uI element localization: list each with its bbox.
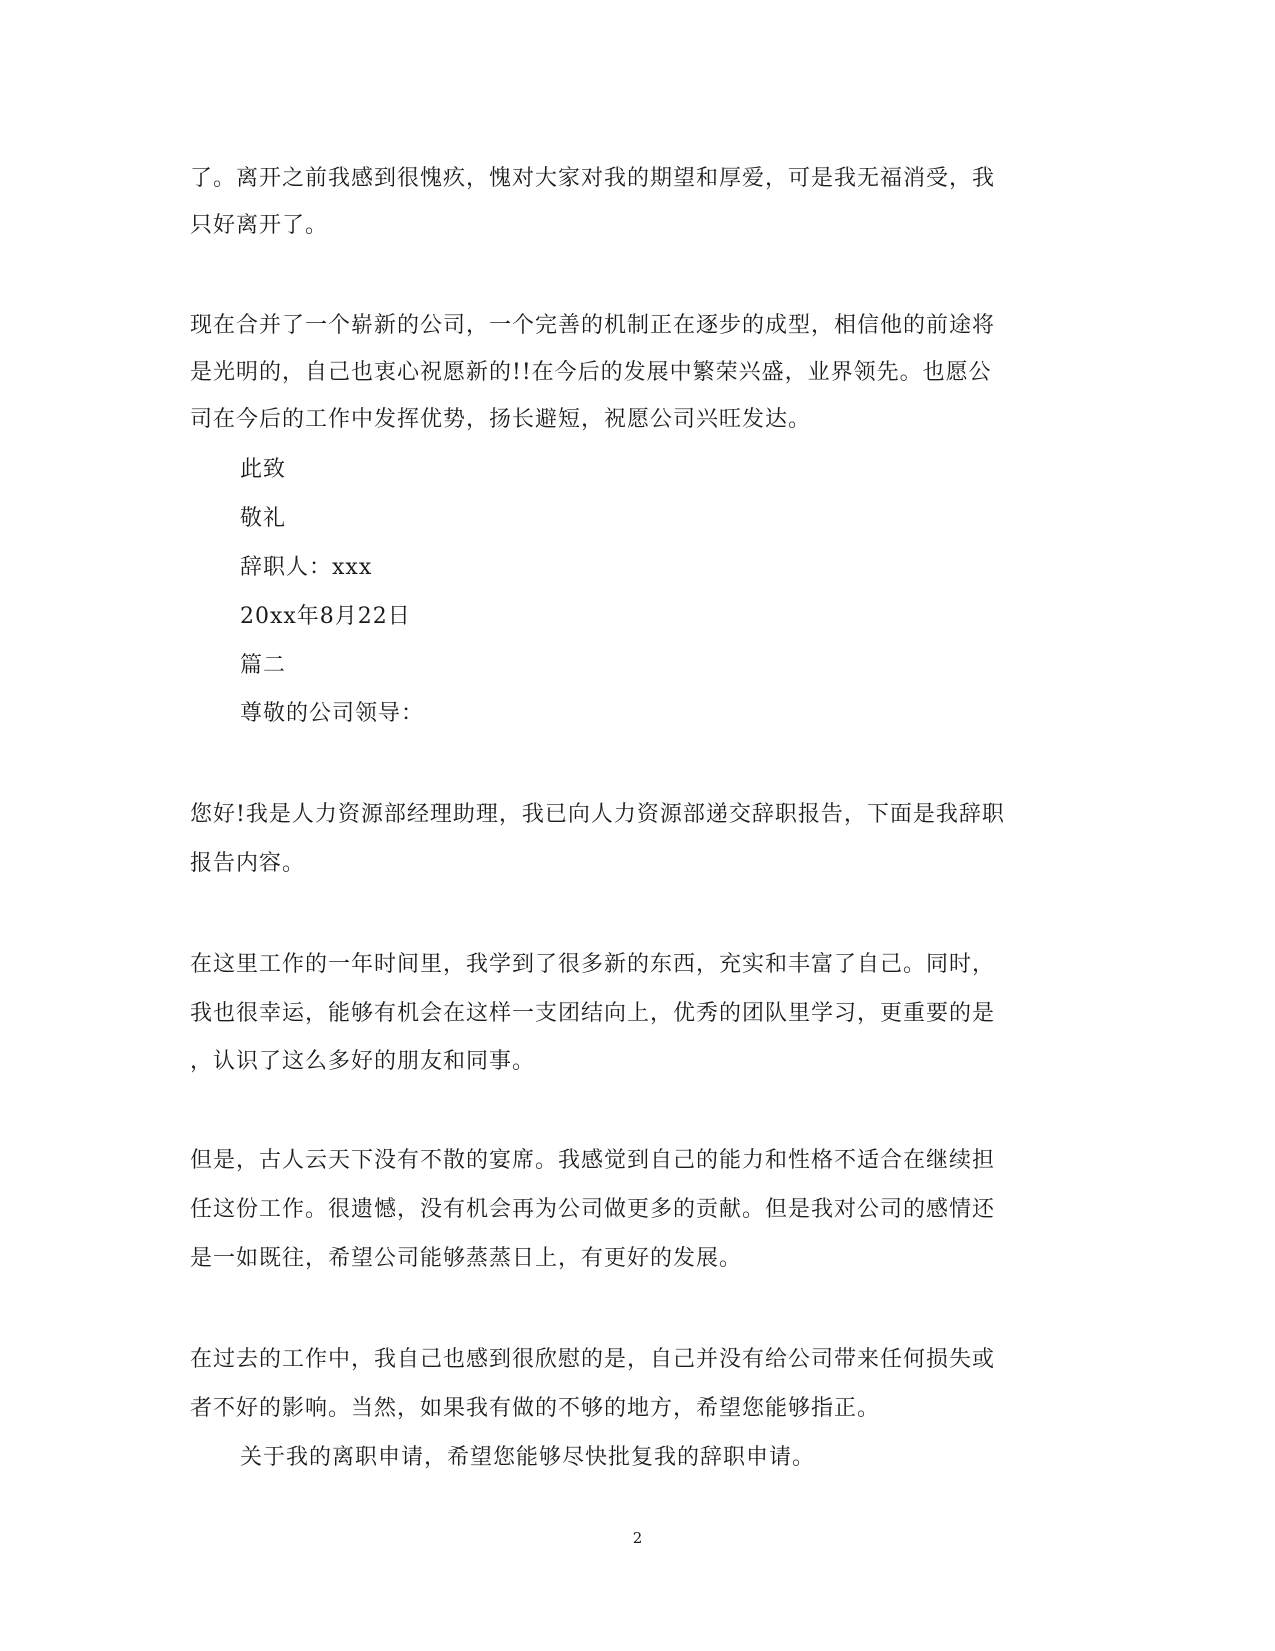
paragraph-past-line-2: 者不好的影响。当然，如果我有做的不够的地方，希望您能够指正。 [190,1396,881,1421]
paragraph-reason-line-3: 是一如既往，希望公司能够蒸蒸日上，有更好的发展。 [190,1246,743,1271]
paragraph-reason-line-1: 但是，古人云天下没有不散的宴席。我感觉到自己的能力和性格不适合在继续担 [190,1148,996,1173]
date: 20xx年8月22日 [240,604,411,629]
closing-jingli: 敬礼 [240,506,287,531]
paragraph-1-line-1: 了。离开之前我感到很愧疚，愧对大家对我的期望和厚爱，可是我无福消受，我 [190,166,996,191]
closing-cizhi: 此致 [240,457,287,482]
paragraph-greeting-line-1: 您好!我是人力资源部经理助理，我已向人力资源部递交辞职报告，下面是我辞职 [190,802,1005,827]
signer: 辞职人：xxx [240,555,373,580]
paragraph-past-line-1: 在过去的工作中，我自己也感到很欣慰的是，自己并没有给公司带来任何损失或 [190,1347,996,1372]
paragraph-experience-line-1: 在这里工作的一年时间里，我学到了很多新的东西，充实和丰富了自己。同时， [190,952,996,977]
paragraph-reason-line-2: 任这份工作。很遗憾，没有机会再为公司做更多的贡献。但是我对公司的感情还 [190,1197,996,1222]
section-heading: 篇二 [240,653,287,678]
paragraph-2-line-3: 司在今后的工作中发挥优势，扬长避短，祝愿公司兴旺发达。 [190,407,812,432]
paragraph-experience-line-2: 我也很幸运，能够有机会在这样一支团结向上，优秀的团队里学习，更重要的是 [190,1001,996,1026]
paragraph-request: 关于我的离职申请，希望您能够尽快批复我的辞职申请。 [240,1445,816,1470]
paragraph-experience-line-3: ，认识了这么多好的朋友和同事。 [190,1049,536,1074]
page-number: 2 [632,1529,643,1547]
paragraph-2-line-1: 现在合并了一个崭新的公司，一个完善的机制正在逐步的成型，相信他的前途将 [190,313,996,338]
salutation: 尊敬的公司领导： [240,701,425,726]
paragraph-1-line-2: 只好离开了。 [190,213,329,238]
paragraph-greeting-line-2: 报告内容。 [190,851,306,876]
paragraph-2-line-2: 是光明的，自己也衷心祝愿新的!!在今后的发展中繁荣兴盛，业界领先。也愿公 [190,360,992,385]
